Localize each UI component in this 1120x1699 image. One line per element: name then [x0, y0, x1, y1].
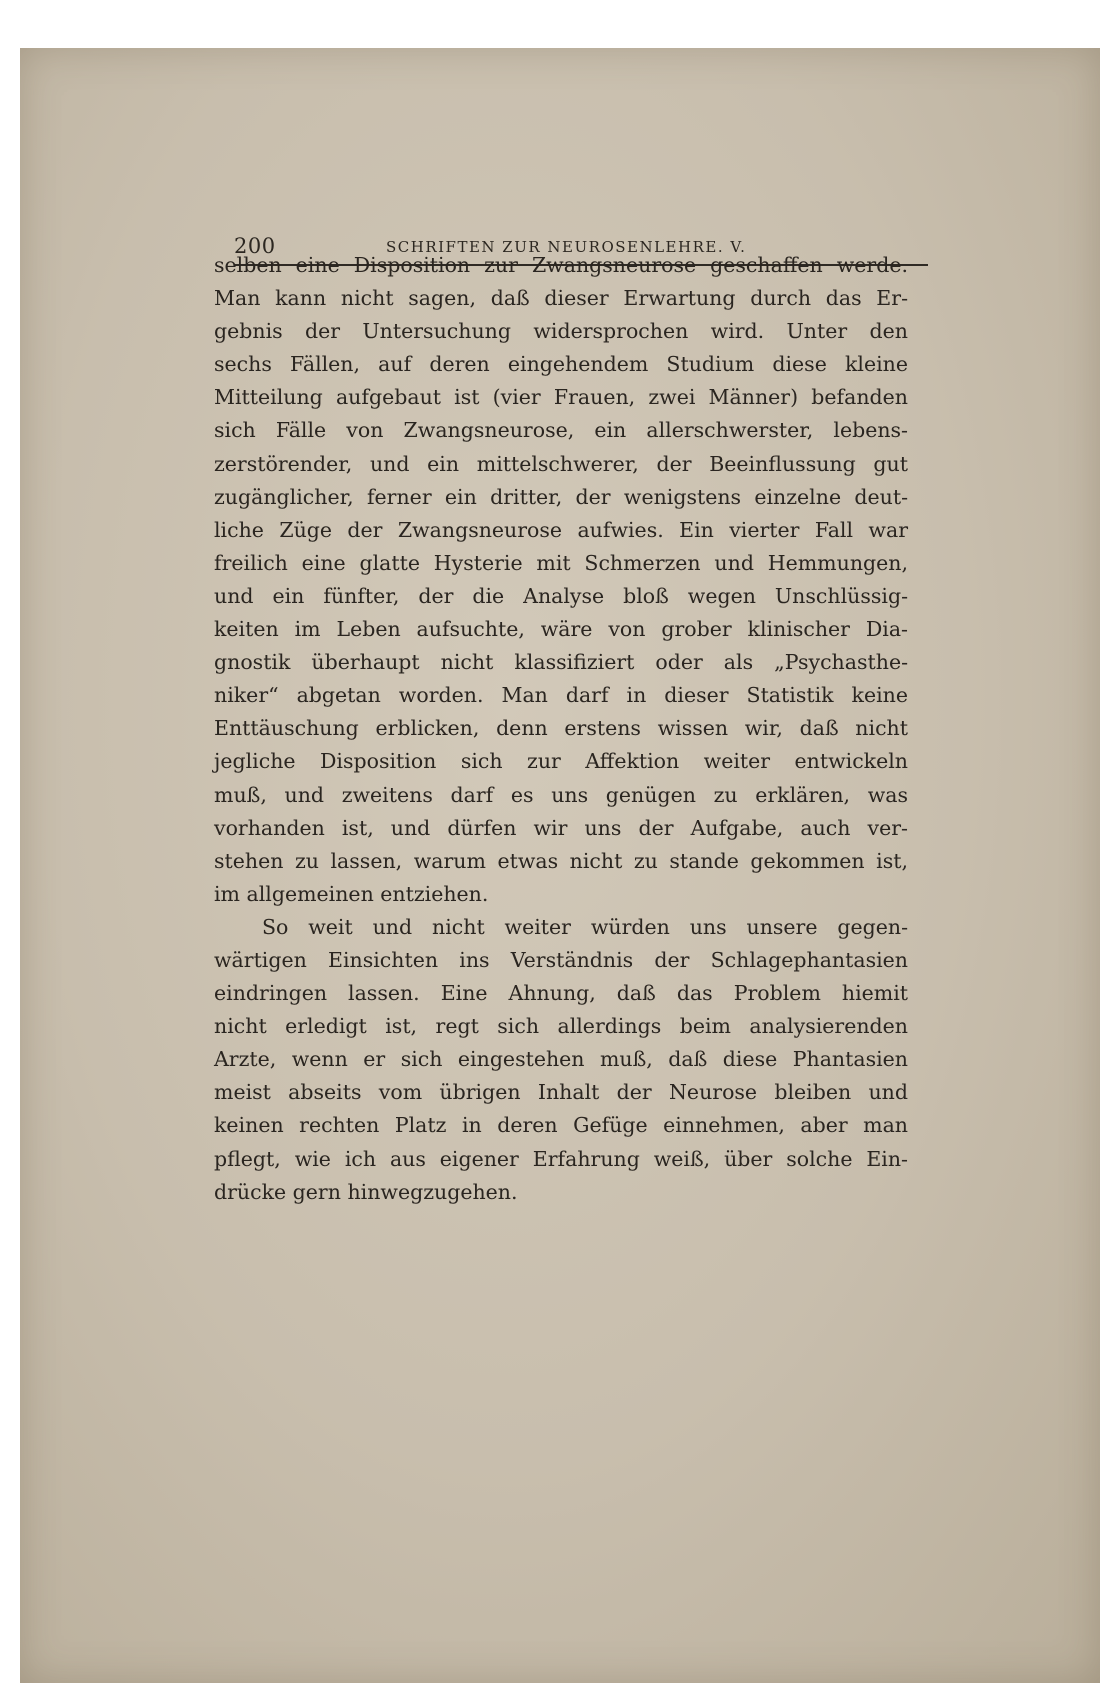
paragraph-2: [214, 911, 908, 1209]
text-line: sich Fälle von Zwangsneurose, ein allerschwerster, lebens-: [214, 418, 908, 443]
text-line: zerstörender, und ein mittelschwerer, der Beeinflussung gut: [214, 451, 908, 476]
text-line: gebnis der Untersuchung widersprochen wird. Unter den: [214, 319, 908, 344]
text-line: niker“ abgetan worden. Man darf in dieser Statistik keine: [214, 683, 908, 708]
text-line: Enttäuschung erblicken, denn erstens wissen wir, daß nicht: [214, 716, 908, 741]
text-line: wärtigen Einsichten ins Verständnis der Schlagephantasien: [214, 947, 908, 972]
text-line: freilich eine glatte Hysterie mit Schmerzen und Hemmungen,: [214, 550, 908, 575]
body-text: [214, 249, 908, 1209]
text-line: im allgemeinen entziehen.: [214, 881, 489, 906]
text-line: stehen zu lassen, warum etwas nicht zu stande gekommen ist,: [214, 848, 908, 873]
text-line: keiten im Leben aufsuchte, wäre von grober klinischer Dia-: [214, 617, 908, 642]
text-line: eindringen lassen. Eine Ahnung, daß das Problem hiemit: [214, 981, 908, 1006]
text-line: sechs Fällen, auf deren eingehendem Studium diese kleine: [214, 352, 908, 377]
text-line: Mitteilung aufgebaut ist (vier Frauen, zwei Männer) befanden: [214, 385, 908, 410]
text-line: drücke gern hinwegzugehen.: [214, 1179, 518, 1204]
text-line: jegliche Disposition sich zur Affektion weiter entwickeln: [214, 749, 908, 774]
text-line: gnostik überhaupt nicht klassifiziert oder als „Psychasthe-: [214, 650, 908, 675]
paragraph-1: [214, 249, 908, 911]
text-line: liche Züge der Zwangsneurose aufwies. Ein vierter Fall war: [214, 517, 908, 542]
text-line: meist abseits vom übrigen Inhalt der Neurose bleiben und: [214, 1080, 908, 1105]
text-line: pflegt, wie ich aus eigener Erfahrung weiß, über solche Ein-: [214, 1146, 908, 1171]
text-line: So weit und nicht weiter würden uns unsere gegen-: [262, 914, 908, 939]
page-number: 200: [234, 234, 276, 258]
text-line: Man kann nicht sagen, daß dieser Erwartung durch das Er-: [214, 286, 908, 311]
text-line: nicht erledigt ist, regt sich allerdings beim analysierenden: [214, 1014, 908, 1039]
text-line: und ein fünfter, der die Analyse bloß wegen Unschlüssig-: [214, 583, 908, 608]
text-line: muß, und zweitens darf es uns genügen zu erklären, was: [214, 782, 908, 807]
text-line: keinen rechten Platz in deren Gefüge einnehmen, aber man: [214, 1113, 908, 1138]
text-line: Arzte, wenn er sich eingestehen muß, daß diese Phantasien: [214, 1047, 908, 1072]
text-line: selben eine Disposition zur Zwangsneurose geschaffen werde.: [214, 253, 908, 277]
text-line: zugänglicher, ferner ein dritter, der wenigstens einzelne deut-: [214, 484, 908, 509]
text-line: vorhanden ist, und dürfen wir uns der Aufgabe, auch ver-: [214, 815, 908, 840]
running-title: SCHRIFTEN ZUR NEUROSENLEHRE. V.: [386, 238, 747, 256]
